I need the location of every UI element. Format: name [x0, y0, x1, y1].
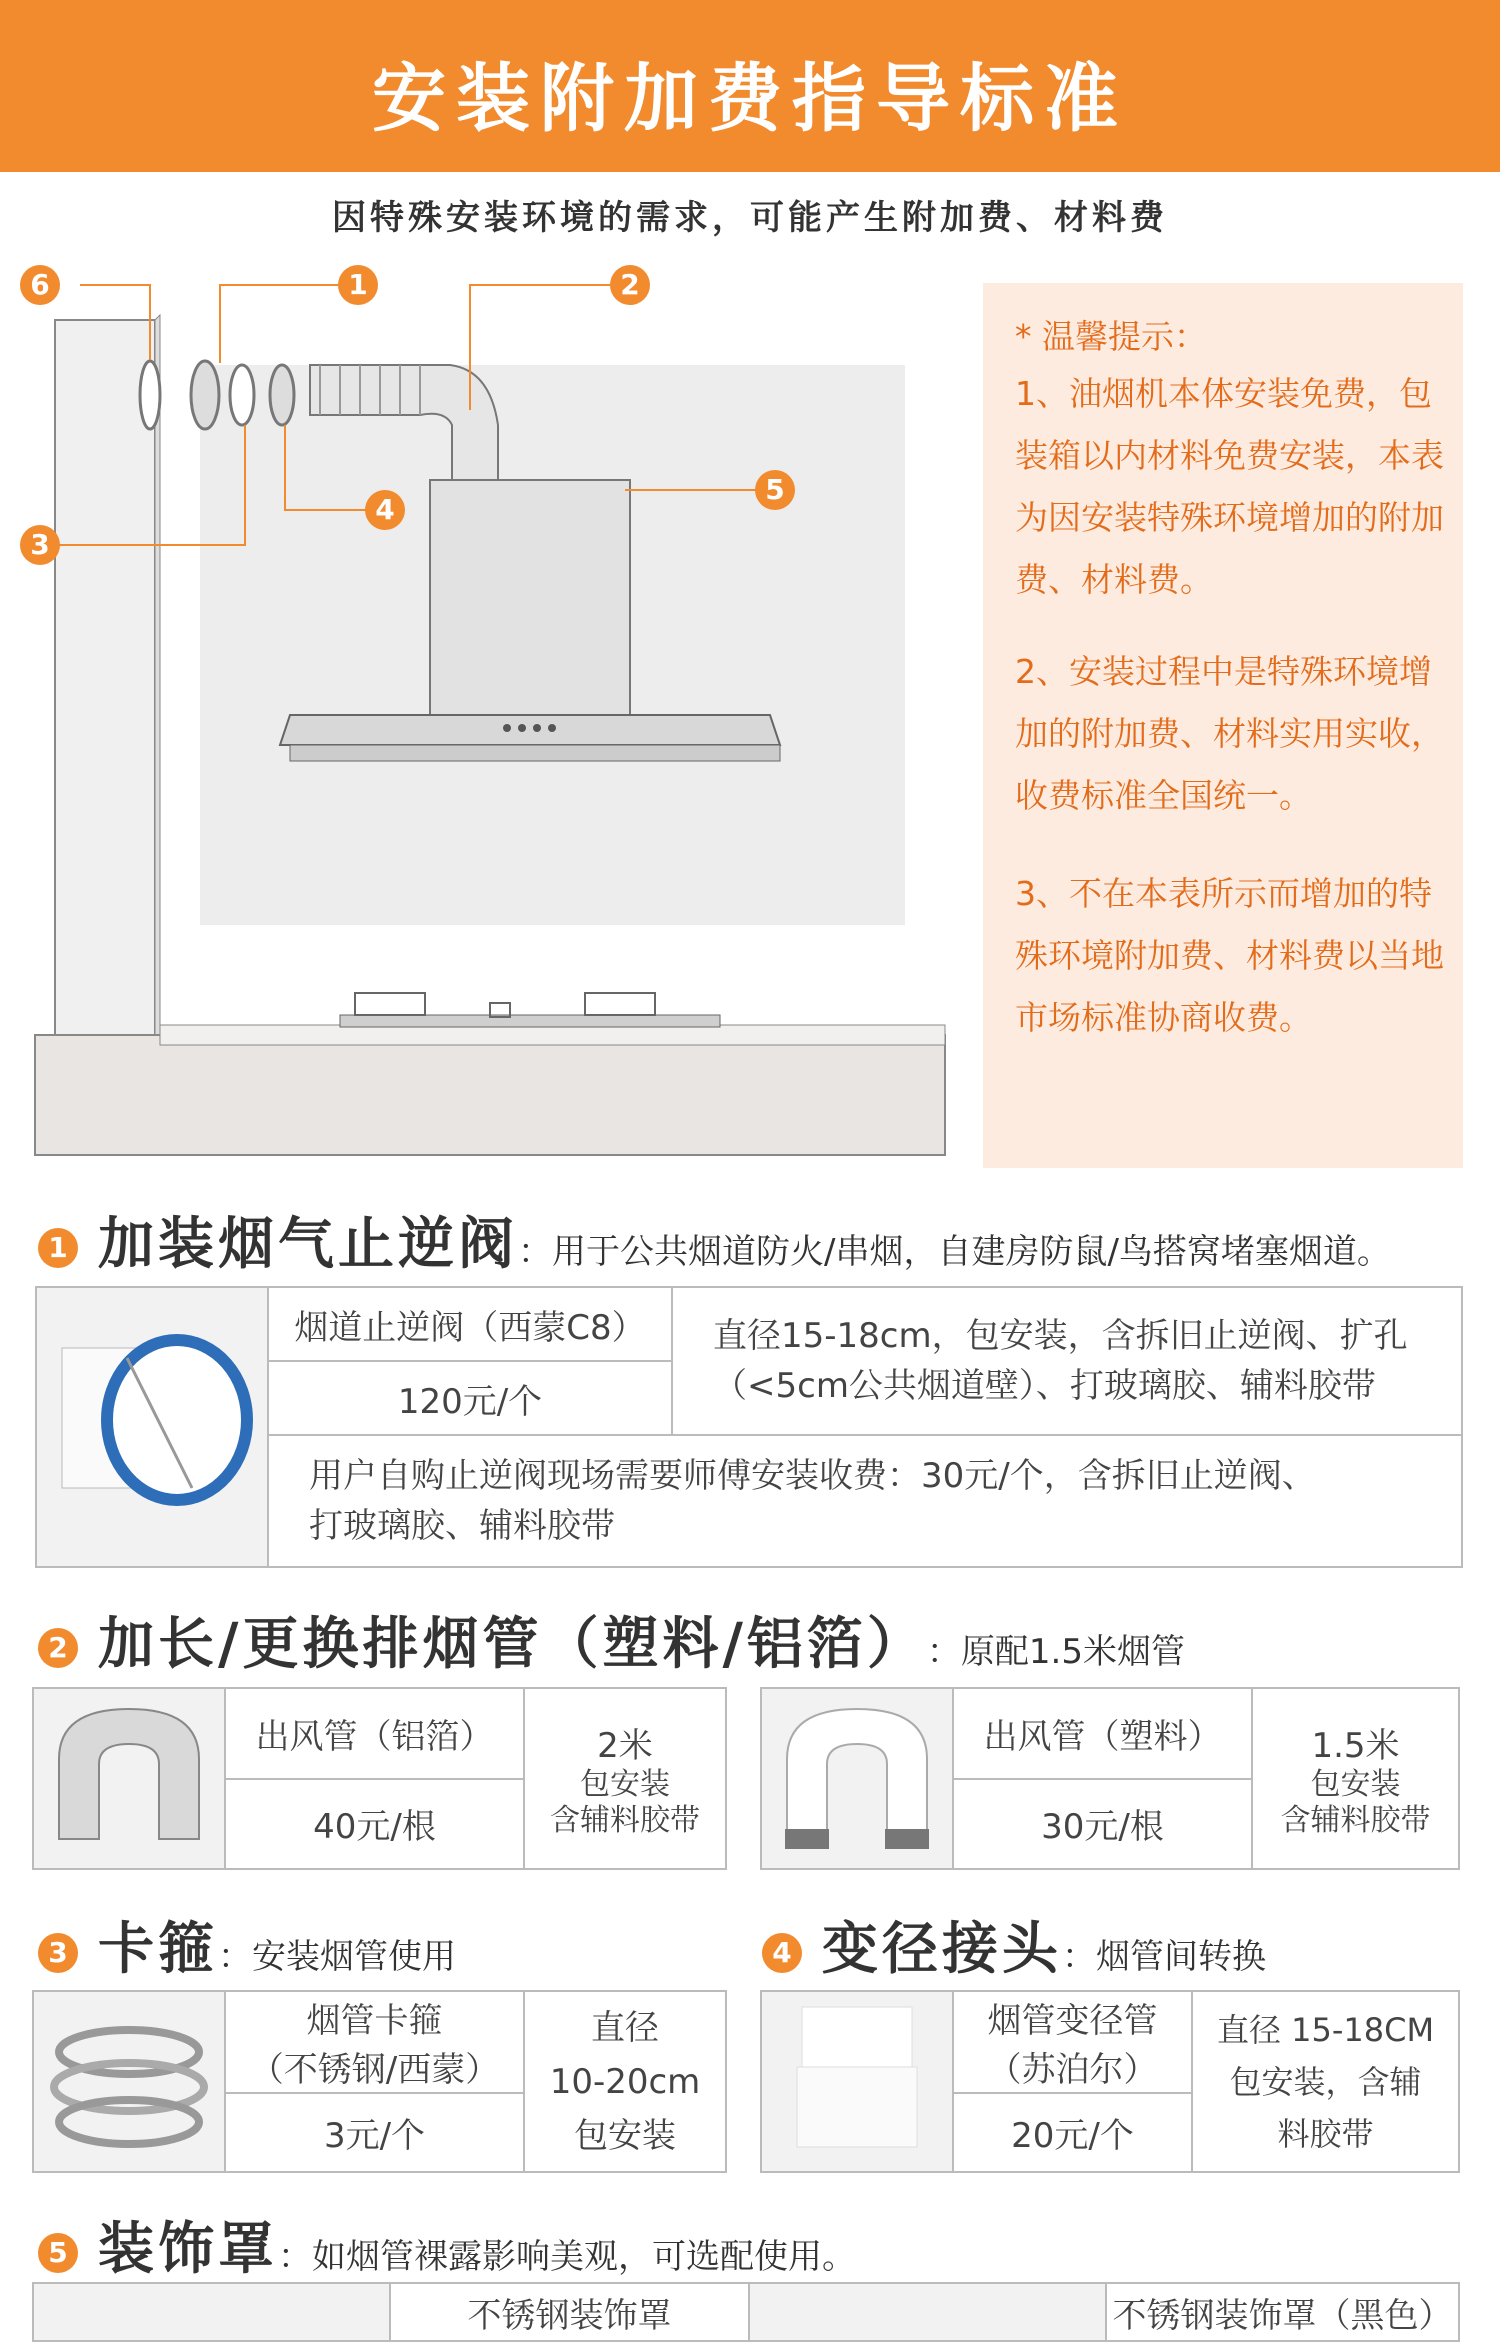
tip-item-1: 1、油烟机本体安装免费，包装箱以内材料免费安装，本表为因安装特殊环境增加的附加费、材料费。	[1015, 374, 1444, 599]
section-1-table	[35, 1286, 1463, 1568]
plastic-price: 30元/根	[953, 1779, 1252, 1870]
callout-5: 5	[755, 470, 795, 510]
section-2-table-aluminum	[32, 1687, 727, 1870]
plastic-duct-image	[761, 1688, 953, 1869]
tips-title: * 温馨提示：	[1015, 317, 1207, 356]
section-5-heading	[38, 2205, 856, 2285]
section-2-number: 2	[38, 1628, 78, 1668]
section-4-name: 变径接头	[822, 1917, 1062, 1982]
aluminum-spec	[524, 1688, 726, 1869]
plastic-length: 1.5米	[1311, 1726, 1400, 1766]
tip-item-2: 2、安装过程中是特殊环境增加的附加费、材料实用实收，收费标准全国统一。	[1015, 652, 1444, 815]
section-3-desc: ：安装烟管使用	[218, 1937, 456, 1977]
clamp-price: 3元/个	[225, 2093, 524, 2172]
clamp-spec-3: 包安装	[574, 2115, 676, 2156]
reducer-image	[761, 1991, 953, 2172]
aluminum-product: 出风管（铝箔）	[225, 1688, 524, 1779]
cover-image-steel	[33, 2283, 390, 2341]
section-5-table	[32, 2282, 1460, 2342]
installation-diagram	[20, 255, 960, 1175]
page-subtitle: 因特殊安装环境的需求，可能产生附加费、材料费	[332, 198, 1168, 238]
section-2-desc: ：原配1.5米烟管	[926, 1632, 1185, 1672]
section-2-name: 加长/更换排烟管（塑料/铝箔）	[98, 1612, 927, 1677]
section-1-heading	[38, 1200, 1391, 1280]
section-5-name: 装饰罩	[98, 2217, 278, 2282]
callout-6: 6	[20, 265, 60, 305]
section-5-desc: ：如烟管裸露影响美观，可选配使用。	[278, 2237, 856, 2277]
reducer-product-line-2: （苏泊尔）	[987, 2050, 1158, 2090]
plastic-note-2: 含辅料胶带	[1280, 1803, 1431, 1838]
section-3-heading	[38, 1905, 456, 1985]
product-name: 烟道止逆阀（西蒙C8）	[268, 1287, 672, 1361]
reducer-spec-1: 直径 15-18CM	[1216, 2010, 1435, 2049]
section-2-table-plastic	[760, 1687, 1460, 1870]
clamp-spec-1: 直径	[591, 2007, 659, 2048]
check-valve-image	[36, 1287, 268, 1567]
callout-1: 1	[338, 265, 378, 305]
clamp-product-line-1: 烟管卡箍	[306, 2001, 443, 2041]
section-1-desc: ：用于公共烟道防火/串烟，自建房防鼠/鸟搭窝堵塞烟道。	[518, 1232, 1391, 1272]
section-4-heading	[762, 1905, 1266, 1985]
section-4-number: 4	[762, 1933, 802, 1973]
plastic-spec	[1252, 1688, 1459, 1869]
clamp-product-line-2: （不锈钢/西蒙）	[249, 2050, 500, 2090]
reducer-spec	[1192, 1991, 1459, 2172]
note-line-2: 打玻璃胶、辅料胶带	[309, 1506, 615, 1546]
aluminum-note-1: 包安装	[580, 1767, 670, 1802]
reducer-spec-3: 料胶带	[1277, 2114, 1374, 2153]
callout-4: 4	[365, 490, 405, 530]
plastic-product: 出风管（塑料）	[953, 1688, 1252, 1779]
section-2-heading	[38, 1600, 1185, 1680]
spec-line-2: （<5cm公共烟道壁）、打玻璃胶、辅料胶带	[713, 1366, 1376, 1406]
spec-line-1: 直径15-18cm，包安装，含拆旧止逆阀、扩孔	[713, 1316, 1408, 1356]
section-3-number: 3	[38, 1933, 78, 1973]
tip-item-3: 3、不在本表所示而增加的特殊环境附加费、材料费以当地市场标准协商收费。	[1015, 874, 1444, 1037]
aluminum-length: 2米	[597, 1726, 653, 1766]
reducer-product	[953, 1991, 1192, 2093]
plastic-note-1: 包安装	[1310, 1767, 1401, 1802]
section-3-table	[32, 1990, 727, 2173]
reducer-product-line-1: 烟管变径管	[987, 2001, 1158, 2041]
clamp-image	[33, 1991, 225, 2172]
section-4-table	[760, 1990, 1460, 2173]
self-purchase-note	[268, 1435, 1462, 1567]
aluminum-duct-image	[33, 1688, 225, 1869]
page-title: 安装附加费指导标准	[372, 56, 1128, 142]
section-3-name: 卡箍	[98, 1917, 218, 1982]
section-4-desc: ：烟管间转换	[1062, 1937, 1266, 1977]
product-spec	[672, 1287, 1462, 1435]
aluminum-price: 40元/根	[225, 1779, 524, 1870]
cover-product-steel: 不锈钢装饰罩	[390, 2283, 749, 2341]
section-1-name: 加装烟气止逆阀	[98, 1212, 518, 1277]
reducer-price: 20元/个	[953, 2093, 1192, 2172]
tips-box	[983, 283, 1463, 1168]
section-1-number: 1	[38, 1228, 78, 1268]
range-hood-illustration	[20, 255, 960, 1175]
cover-image-black	[749, 2283, 1106, 2341]
clamp-spec-2: 10-20cm	[549, 2061, 701, 2102]
callout-2: 2	[610, 265, 650, 305]
cover-product-black: 不锈钢装饰罩（黑色）	[1106, 2283, 1459, 2341]
aluminum-note-2: 含辅料胶带	[550, 1803, 700, 1838]
clamp-product	[225, 1991, 524, 2093]
section-5-number: 5	[38, 2233, 78, 2273]
header-banner	[0, 0, 1500, 172]
callout-3: 3	[20, 525, 60, 565]
note-line-1: 用户自购止逆阀现场需要师傅安装收费：30元/个，含拆旧止逆阀、	[309, 1456, 1316, 1496]
reducer-spec-2: 包安装，含辅	[1229, 2062, 1422, 2101]
clamp-spec	[524, 1991, 726, 2172]
product-price: 120元/个	[268, 1361, 672, 1435]
